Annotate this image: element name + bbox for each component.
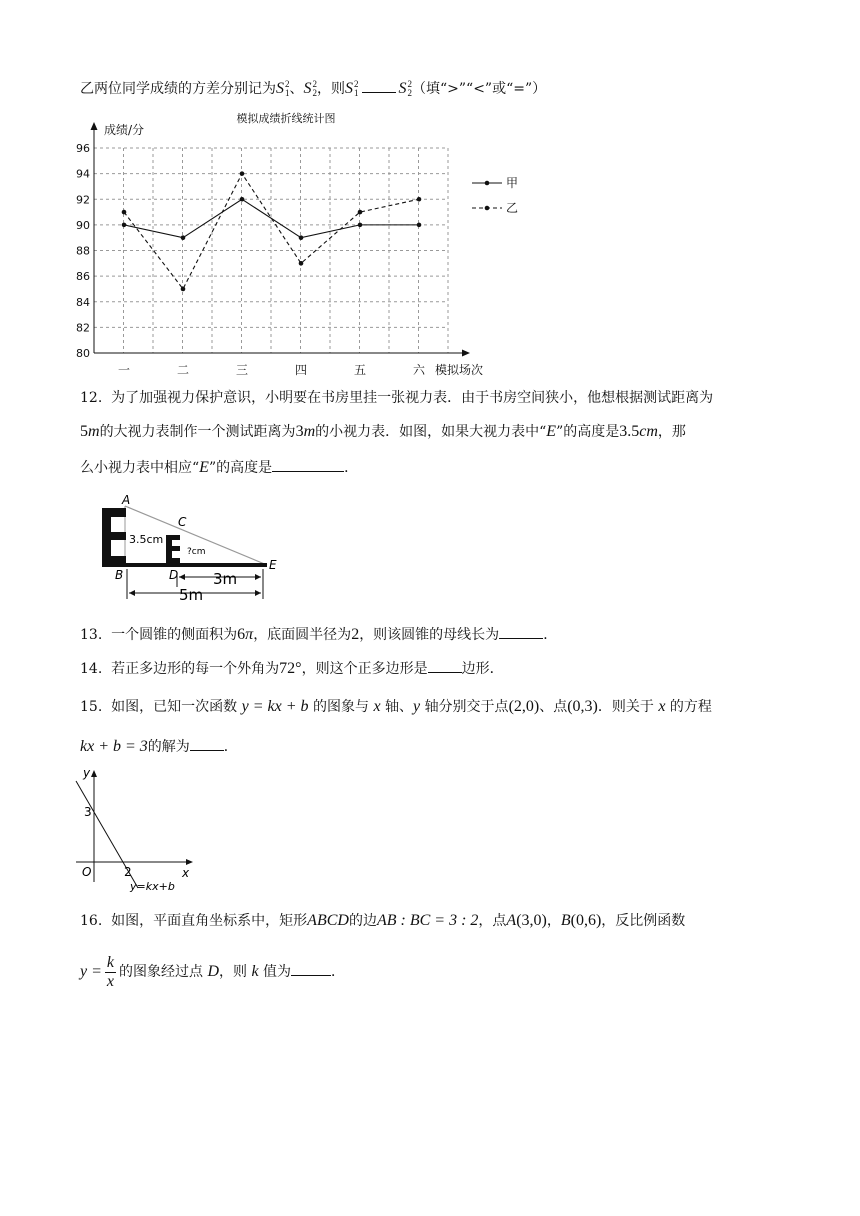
y-tick-label: 82 (76, 321, 90, 335)
y-tick-label: 94 (76, 167, 90, 181)
data-point (181, 235, 186, 240)
y-tick-label: 96 (76, 142, 90, 155)
x-tick-label: 二 (176, 363, 190, 377)
q11-answer-blank[interactable] (362, 78, 396, 93)
small-e-icon (166, 535, 180, 563)
data-point (417, 197, 422, 202)
x-tick-label: 三 (235, 363, 249, 377)
y-tick-label: 90 (76, 218, 90, 232)
data-point (240, 197, 245, 202)
q16-answer-blank[interactable] (291, 961, 331, 976)
q15-line2: kx + b = 3的解为 ． (80, 738, 238, 755)
y-tick-label: 80 (76, 347, 90, 360)
dist-5m-label: 5m (179, 586, 204, 604)
q13-answer-blank[interactable] (499, 624, 543, 639)
data-point (122, 223, 127, 228)
q11-s1: S 2 1 (276, 79, 290, 99)
data-point (122, 210, 127, 215)
big-height-label: 3.5cm (129, 533, 164, 546)
origin-label: O (82, 865, 92, 879)
q16-line2: y = $\frac{k}{x}$ 的图象经过点 D，则 k 值为 ． (80, 953, 346, 990)
legend-label: 甲 (506, 176, 519, 190)
y-tick-label: 88 (76, 244, 90, 258)
x-intercept-label: 2 (124, 865, 132, 879)
x-axis-arrow (462, 350, 470, 357)
y-tick-label: 86 (76, 270, 90, 284)
legend-label: 乙 (506, 201, 519, 215)
label-d: D (169, 568, 179, 582)
y-axis-arrow (91, 122, 98, 130)
data-point (358, 223, 363, 228)
y-axis-label: y (83, 766, 91, 780)
x-tick-label: 一 (117, 363, 131, 377)
q11-line: 乙两位同学成绩的方差分别记为S 2 1 、S 2 2 ，则S 2 1 S 2 2 （填“>”“<”或“=”） (80, 79, 547, 99)
y-axis-title: 成绩/分 (104, 123, 145, 137)
x-tick-label: 五 (353, 363, 367, 377)
label-a: A (122, 495, 131, 507)
eye-chart-figure (95, 495, 295, 605)
x-axis-title: 模拟场次 (435, 363, 484, 377)
big-e-icon (102, 508, 126, 565)
y-intercept-label: 3 (84, 805, 92, 819)
data-point (358, 210, 363, 215)
q11-s1b: S 2 1 (345, 79, 359, 99)
legend-marker (485, 206, 490, 211)
x-axis-label: x (182, 866, 190, 880)
x-tick-label: 六 (412, 363, 426, 377)
q12-line1: 12. 为了加强视力保护意识，小明要在书房里挂一张视力表．由于书房空间狭小，他想根据测试距离为 (80, 390, 714, 406)
q14-line: 14. 若正多边形的每一个外角为72°，则这个正多边形是 边形． (80, 660, 504, 677)
chart-title: 模拟成绩折线统计图 (236, 112, 336, 125)
q11-prefix: 乙两位同学成绩的方差分别记为 (80, 81, 276, 97)
label-b: B (115, 568, 124, 582)
data-point (417, 223, 422, 228)
dist-3m-label: 3m (213, 570, 238, 588)
linear-function-figure (72, 762, 202, 896)
q12-line2: 5m的大视力表制作一个测试距离为3m的小视力表．如图，如果大视力表中“E”的高度是3.5cm，那 (80, 423, 686, 440)
inverse-fraction: $\frac{k}{x}$ (106, 953, 115, 990)
q11-fill-hint: （填“>”“<”或“=”） (412, 81, 547, 97)
y-tick-label: 92 (76, 193, 90, 207)
q13-line: 13. 一个圆锥的侧面积为6π，底面圆半径为2，则该圆锥的母线长为 ． (80, 626, 558, 643)
function-label: y=kx+b (130, 880, 175, 893)
q12-answer-blank[interactable] (272, 457, 344, 472)
q15-answer-blank[interactable] (190, 736, 224, 751)
label-e: E (269, 558, 277, 572)
q15-line1: 15. 如图，已知一次函数 y = kx + b 的图象与 x 轴、y 轴分别交于点(2,0)、点(0,3)．则关于 x 的方程 (80, 698, 712, 715)
data-point (181, 287, 186, 292)
q12-line3: 么小视力表中相应“E”的高度是 ． (80, 459, 359, 476)
y-tick-label: 84 (76, 295, 90, 309)
q11-s2b: S 2 2 (398, 79, 412, 99)
score-line-chart (70, 108, 540, 380)
label-c: C (178, 515, 187, 529)
data-point (240, 171, 245, 176)
q16-line1: 16. 如图，平面直角坐标系中，矩形ABCD的边AB : BC = 3 : 2，点A(3,0)，B(0,6)，反比例函数 (80, 912, 686, 929)
q11-s2: S 2 2 (303, 79, 317, 99)
q14-answer-blank[interactable] (428, 658, 462, 673)
data-point (299, 235, 304, 240)
x-tick-label: 四 (294, 363, 308, 377)
legend-marker (485, 181, 490, 186)
small-height-label: ?cm (187, 547, 206, 557)
data-point (299, 261, 304, 266)
